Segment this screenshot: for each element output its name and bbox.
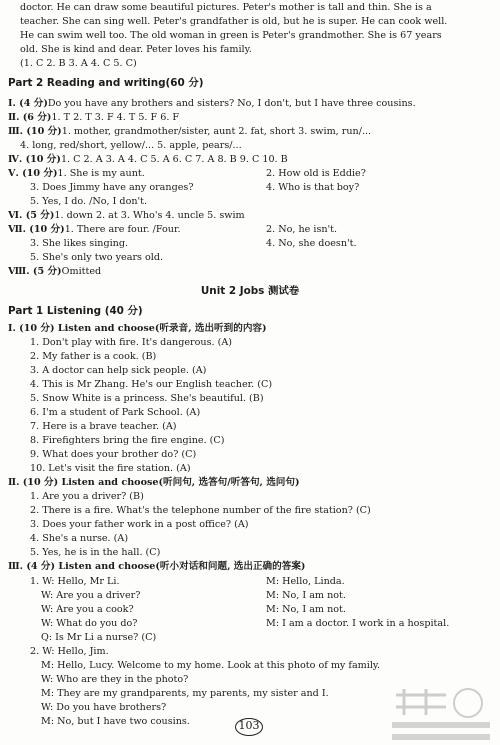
dialog-line: M: No, I am not. — [266, 604, 346, 615]
dialog-line: W: Are you a cook? — [41, 604, 134, 615]
dialog-line: W: Do you have brothers? — [41, 702, 167, 713]
list-item: 3. A doctor can help sick people. (A) — [30, 365, 207, 376]
paragraph-line: teacher. She can sing well. Peter's grandfather is old, but he is super. He can cook well. — [20, 16, 448, 27]
section-heading: Ⅰ. (10 分) Listen and choose(听录音, 选出听到的内容) — [8, 323, 267, 334]
answer-row: Ⅲ. (10 分)1. mother, grandmother/sister, aunt 2. fat, short 3. swim, run/... — [8, 126, 372, 137]
list-item: 4. This is Mr Zhang. He's our English teacher. (C) — [30, 379, 273, 390]
list-item: 8. Firefighters bring the fire engine. (C) — [30, 435, 225, 446]
answer-row: Ⅰ. (4 分)Do you have any brothers and sisters? No, I don't, but I have three cousins. — [8, 98, 416, 109]
answer-row: 3. Does Jimmy have any oranges? — [30, 182, 194, 193]
answer-row: Ⅳ. (10 分)1. C 2. A 3. A 4. C 5. A 6. C 7. A 8. B 9. C 10. B — [8, 154, 288, 165]
paragraph-line: old. She is kind and dear. Peter loves his family. — [20, 44, 252, 55]
answer-row: Ⅶ. (10 分)1. There are four. /Four. — [8, 224, 181, 235]
list-item: 2. My father is a cook. (B) — [30, 351, 157, 362]
answer-row: Ⅷ. (5 分)Omitted — [8, 266, 102, 277]
list-item: 4. She's a nurse. (A) — [30, 533, 129, 544]
list-item: 3. Does your father work in a post office? (A) — [30, 519, 249, 530]
list-item: 7. Here is a brave teacher. (A) — [30, 421, 177, 432]
dialog-line: M: I am a doctor. I work in a hospital. — [266, 618, 450, 629]
paragraph-line: He can swim well too. The old woman in green is Peter's grandmother. She is 67 years — [20, 30, 442, 41]
watermark-logo — [386, 685, 496, 741]
dialog-line: 1. W: Hello, Mr Li. — [30, 576, 120, 587]
list-item: 9. What does your brother do? (C) — [30, 449, 197, 460]
dialog-line: M: They are my grandparents, my parents, my sister and I. — [41, 688, 329, 699]
answer-line: (1. C 2. B 3. A 4. C 5. C) — [20, 58, 137, 69]
answer-row: 3. She likes singing. — [30, 238, 129, 249]
answer-row: Ⅴ. (10 分)1. She is my aunt. — [8, 168, 145, 179]
list-item: 5. Yes, he is in the hall. (C) — [30, 547, 161, 558]
answer-row-col2: 2. No, he isn't. — [266, 224, 338, 235]
dialog-line: M: Hello, Linda. — [266, 576, 345, 587]
list-item: 2. There is a fire. What's the telephone number of the fire station? (C) — [30, 505, 371, 516]
list-item: 10. Let's visit the fire station. (A) — [30, 463, 191, 474]
part2-heading: Part 2 Reading and writing(60 分) — [8, 77, 204, 89]
answer-row: Ⅵ. (5 分)1. down 2. at 3. Who's 4. uncle 5. swim — [8, 210, 245, 221]
paragraph-line: doctor. He can draw some beautiful pictures. Peter's mother is tall and thin. She is a — [20, 2, 432, 13]
section-heading: Ⅲ. (4 分) Listen and choose(听小对话和问题, 选出正确的答案) — [8, 561, 306, 572]
dialog-line: M: Hello, Lucy. Welcome to my home. Look at this photo of my family. — [41, 660, 381, 671]
dialog-line: M: No, I am not. — [266, 590, 346, 601]
dialog-line: Q: Is Mr Li a nurse? (C) — [41, 632, 157, 643]
answer-row: 4. long, red/short, yellow/... 5. apple, pears/... — [20, 140, 242, 151]
dialog-line: M: No, but I have two cousins. — [41, 716, 190, 727]
page-number: 103 — [234, 716, 264, 736]
part1-heading: Part 1 Listening (40 分) — [8, 305, 143, 317]
dialog-line: W: Are you a driver? — [41, 590, 141, 601]
answer-row: 5. She's only two years old. — [30, 252, 164, 263]
answer-row-col2: 4. No, she doesn't. — [266, 238, 357, 249]
list-item: 5. Snow White is a princess. She's beautiful. (B) — [30, 393, 264, 404]
dialog-line: 2. W: Hello, Jim. — [30, 646, 109, 657]
dialog-line: W: Who are they in the photo? — [41, 674, 189, 685]
answer-row-col2: 4. Who is that boy? — [266, 182, 360, 193]
section-heading: Ⅱ. (10 分) Listen and choose(听问句, 选答句/听答句, 选问句) — [8, 477, 300, 488]
answer-row: 5. Yes, I do. /No, I don't. — [30, 196, 148, 207]
unit-title: Unit 2 Jobs 测试卷 — [200, 285, 300, 297]
answer-row-col2: 2. How old is Eddie? — [266, 168, 366, 179]
list-item: 6. I'm a student of Park School. (A) — [30, 407, 201, 418]
list-item: 1. Don't play with fire. It's dangerous. (A) — [30, 337, 233, 348]
answer-row: Ⅱ. (6 分)1. T 2. T 3. F 4. T 5. F 6. F — [8, 112, 180, 123]
dialog-line: W: What do you do? — [41, 618, 138, 629]
list-item: 1. Are you a driver? (B) — [30, 491, 144, 502]
